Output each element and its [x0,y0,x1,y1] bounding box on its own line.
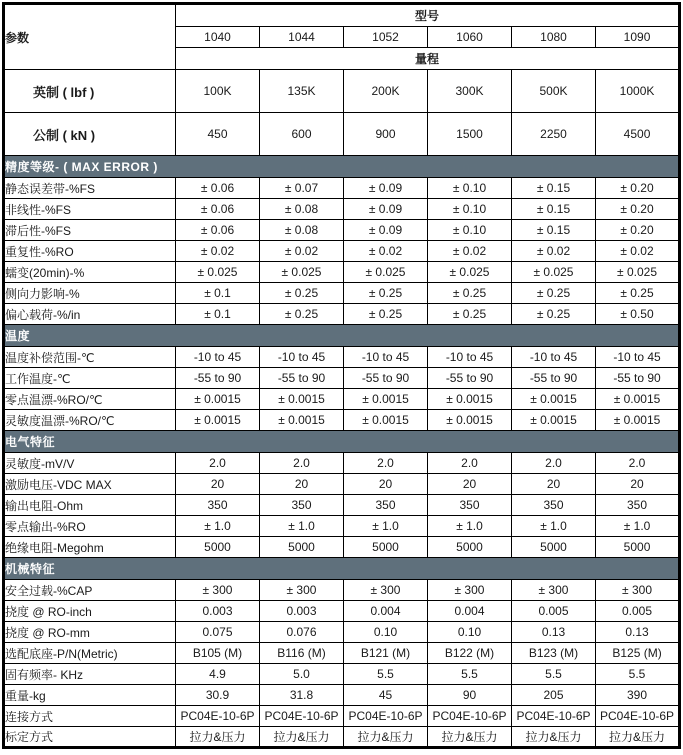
spec-row-label: 蠕变(20min)-% [4,262,176,283]
spec-row [4,537,680,558]
spec-row [4,495,680,516]
spec-value-cell: ± 1.0 [596,516,680,537]
spec-value-cell: ± 0.25 [260,283,344,304]
spec-value-cell: PC04E-10-6P [512,706,596,727]
spec-row [4,4,680,27]
spec-row [4,453,680,474]
spec-value-cell: ± 0.20 [596,178,680,199]
spec-value-cell: ± 0.06 [176,199,260,220]
spec-value-cell: 90 [428,685,512,706]
spec-value-cell: 2.0 [512,453,596,474]
range-value-cell: 900 [344,113,428,156]
spec-row [4,389,680,410]
spec-value-cell: 5.5 [512,664,596,685]
model-number-cell: 1040 [176,27,260,48]
spec-value-cell: ± 0.25 [260,304,344,325]
spec-value-cell: 350 [428,495,512,516]
spec-value-cell: 4.9 [176,664,260,685]
range-row-label: 公制 ( kN ) [4,113,176,156]
spec-value-cell: ± 1.0 [260,516,344,537]
spec-row-label: 挠度 @ RO-mm [4,622,176,643]
spec-value-cell: ± 0.08 [260,220,344,241]
spec-value-cell: ± 0.25 [344,283,428,304]
range-value-cell: 135K [260,70,344,113]
range-value-cell: 4500 [596,113,680,156]
spec-row [4,664,680,685]
spec-value-cell: -55 to 90 [260,368,344,389]
model-number-cell: 1052 [344,27,428,48]
spec-value-cell: ± 0.07 [260,178,344,199]
spec-value-cell: ± 0.15 [512,199,596,220]
spec-value-cell: ± 0.02 [596,241,680,262]
spec-value-cell: ± 0.0015 [344,389,428,410]
spec-value-cell: ± 300 [260,580,344,601]
spec-value-cell: ± 0.0015 [428,389,512,410]
spec-row-label: 连接方式 [4,706,176,727]
spec-value-cell: ± 0.15 [512,178,596,199]
spec-value-cell: ± 0.02 [428,241,512,262]
spec-value-cell: -10 to 45 [260,347,344,368]
spec-row-label: 激励电压-VDC MAX [4,474,176,495]
spec-value-cell: 0.003 [260,601,344,622]
spec-row [4,262,680,283]
range-value-cell: 500K [512,70,596,113]
model-group-header: 型号 [176,4,680,27]
spec-row-label: 绝缘电阻-Megohm [4,537,176,558]
spec-value-cell: 5000 [176,537,260,558]
spec-value-cell: ± 0.025 [260,262,344,283]
spec-row [4,580,680,601]
spec-row [4,558,680,580]
spec-value-cell: 31.8 [260,685,344,706]
spec-value-cell: -55 to 90 [512,368,596,389]
spec-value-cell: ± 0.50 [596,304,680,325]
spec-row [4,304,680,325]
spec-value-cell: 5.0 [260,664,344,685]
spec-value-cell: ± 0.08 [260,199,344,220]
spec-value-cell: 拉力&压力 [428,727,512,748]
spec-value-cell: ± 0.02 [260,241,344,262]
spec-value-cell: 30.9 [176,685,260,706]
spec-value-cell: 350 [176,495,260,516]
spec-row [4,368,680,389]
spec-value-cell: B105 (M) [176,643,260,664]
spec-value-cell: ± 0.025 [428,262,512,283]
spec-value-cell: ± 0.10 [428,178,512,199]
spec-value-cell: ± 0.1 [176,304,260,325]
spec-row-label: 零点输出-%RO [4,516,176,537]
spec-row-label: 重复性-%RO [4,241,176,262]
spec-value-cell: ± 0.09 [344,220,428,241]
spec-value-cell: ± 0.10 [428,220,512,241]
spec-value-cell: PC04E-10-6P [428,706,512,727]
spec-value-cell: ± 0.0015 [176,389,260,410]
spec-value-cell: ± 0.0015 [344,410,428,431]
spec-row-label: 静态误差带-%FS [4,178,176,199]
spec-value-cell: 0.13 [512,622,596,643]
spec-row [4,622,680,643]
spec-value-cell: 0.076 [260,622,344,643]
spec-value-cell: -55 to 90 [596,368,680,389]
spec-value-cell: -55 to 90 [344,368,428,389]
spec-row [4,727,680,748]
model-number-cell: 1080 [512,27,596,48]
spec-value-cell: -55 to 90 [176,368,260,389]
spec-value-cell: 0.004 [428,601,512,622]
spec-value-cell: -10 to 45 [428,347,512,368]
range-value-cell: 100K [176,70,260,113]
spec-value-cell: 2.0 [260,453,344,474]
spec-value-cell: ± 0.02 [176,241,260,262]
spec-row [4,220,680,241]
spec-value-cell: ± 0.25 [596,283,680,304]
spec-value-cell: ± 0.025 [596,262,680,283]
spec-row [4,643,680,664]
spec-value-cell: 0.13 [596,622,680,643]
spec-value-cell: ± 0.025 [176,262,260,283]
spec-row-label: 非线性-%FS [4,199,176,220]
spec-value-cell: -55 to 90 [428,368,512,389]
spec-value-cell: ± 0.25 [344,304,428,325]
range-value-cell: 2250 [512,113,596,156]
spec-value-cell: -10 to 45 [176,347,260,368]
model-number-cell: 1090 [596,27,680,48]
param-header-cell: 参数 [4,4,176,70]
spec-value-cell: ± 1.0 [176,516,260,537]
spec-value-cell: PC04E-10-6P [260,706,344,727]
spec-row [4,706,680,727]
range-value-cell: 600 [260,113,344,156]
spec-row [4,685,680,706]
spec-value-cell: 5000 [260,537,344,558]
spec-value-cell: ± 0.02 [512,241,596,262]
spec-value-cell: ± 0.0015 [596,410,680,431]
spec-row [4,474,680,495]
spec-value-cell: 拉力&压力 [260,727,344,748]
spec-value-cell: ± 0.25 [428,304,512,325]
spec-value-cell: 205 [512,685,596,706]
spec-value-cell: ± 1.0 [512,516,596,537]
spec-value-cell: 350 [596,495,680,516]
spec-row [4,325,680,347]
spec-value-cell: ± 1.0 [428,516,512,537]
spec-value-cell: 2.0 [176,453,260,474]
spec-row-label: 工作温度-℃ [4,368,176,389]
spec-value-cell: ± 0.025 [344,262,428,283]
load-cell-spec-table [2,2,681,749]
spec-value-cell: 拉力&压力 [512,727,596,748]
spec-value-cell: -10 to 45 [344,347,428,368]
spec-value-cell: ± 0.15 [512,220,596,241]
spec-row-label: 侧向力影响-% [4,283,176,304]
spec-row [4,178,680,199]
spec-value-cell: ± 300 [512,580,596,601]
spec-value-cell: 5000 [596,537,680,558]
spec-row-label: 挠度 @ RO-inch [4,601,176,622]
range-group-header: 量程 [176,48,680,70]
range-value-cell: 300K [428,70,512,113]
spec-value-cell: 350 [344,495,428,516]
spec-row [4,431,680,453]
spec-row-label: 输出电阻-Ohm [4,495,176,516]
spec-value-cell: 20 [596,474,680,495]
spec-row-label: 偏心载荷-%/in [4,304,176,325]
spec-value-cell: 5.5 [344,664,428,685]
model-number-cell: 1044 [260,27,344,48]
spec-value-cell: 0.005 [512,601,596,622]
spec-value-cell: ± 0.0015 [176,410,260,431]
spec-value-cell: ± 0.02 [344,241,428,262]
section-header-band: 精度等级- ( MAX ERROR ) [4,156,680,178]
spec-value-cell: ± 0.0015 [596,389,680,410]
spec-row-label: 灵敏度温漂-%RO/℃ [4,410,176,431]
spec-row [4,516,680,537]
spec-value-cell: ± 0.0015 [260,410,344,431]
spec-value-cell: ± 0.0015 [512,410,596,431]
spec-value-cell: ± 300 [344,580,428,601]
spec-value-cell: 拉力&压力 [344,727,428,748]
spec-value-cell: -10 to 45 [596,347,680,368]
spec-row-label: 重量-kg [4,685,176,706]
spec-value-cell: ± 0.25 [512,283,596,304]
spec-value-cell: 5000 [344,537,428,558]
spec-row [4,410,680,431]
spec-value-cell: 拉力&压力 [176,727,260,748]
spec-value-cell: ± 0.09 [344,178,428,199]
range-value-cell: 200K [344,70,428,113]
range-value-cell: 450 [176,113,260,156]
spec-value-cell: 0.10 [344,622,428,643]
spec-row-label: 灵敏度-mV/V [4,453,176,474]
spec-value-cell: 0.003 [176,601,260,622]
spec-value-cell: ± 300 [176,580,260,601]
spec-value-cell: PC04E-10-6P [176,706,260,727]
spec-value-cell: 5000 [512,537,596,558]
spec-row [4,199,680,220]
range-row-label: 英制 ( lbf ) [4,70,176,113]
spec-value-cell: 2.0 [428,453,512,474]
spec-value-cell: ± 300 [596,580,680,601]
spec-value-cell: 20 [428,474,512,495]
spec-row-label: 安全过载-%CAP [4,580,176,601]
spec-row-label: 滞后性-%FS [4,220,176,241]
spec-value-cell: 0.075 [176,622,260,643]
section-header-band: 电气特征 [4,431,680,453]
spec-value-cell: 0.004 [344,601,428,622]
spec-value-cell: ± 0.1 [176,283,260,304]
spec-value-cell: ± 0.0015 [260,389,344,410]
spec-value-cell: 5.5 [428,664,512,685]
spec-row-label: 零点温漂-%RO/℃ [4,389,176,410]
spec-value-cell: 20 [512,474,596,495]
spec-value-cell: ± 0.25 [512,304,596,325]
spec-value-cell: B123 (M) [512,643,596,664]
spec-value-cell: ± 0.0015 [512,389,596,410]
spec-value-cell: 20 [260,474,344,495]
spec-value-cell: 350 [512,495,596,516]
spec-value-cell: 45 [344,685,428,706]
spec-value-cell: ± 0.09 [344,199,428,220]
spec-value-cell: B122 (M) [428,643,512,664]
spec-value-cell: -10 to 45 [512,347,596,368]
spec-value-cell: 390 [596,685,680,706]
spec-row-label: 固有频率- KHz [4,664,176,685]
spec-value-cell: 2.0 [344,453,428,474]
spec-value-cell: 20 [344,474,428,495]
spec-row [4,156,680,178]
spec-table-body [4,4,680,748]
spec-value-cell: 拉力&压力 [596,727,680,748]
spec-value-cell: B116 (M) [260,643,344,664]
spec-value-cell: ± 0.25 [428,283,512,304]
spec-value-cell: ± 0.06 [176,220,260,241]
spec-value-cell: ± 0.20 [596,199,680,220]
spec-row-label: 温度补偿范围-℃ [4,347,176,368]
spec-value-cell: ± 0.06 [176,178,260,199]
spec-value-cell: 2.0 [596,453,680,474]
range-value-cell: 1000K [596,70,680,113]
spec-row [4,113,680,156]
spec-row [4,347,680,368]
spec-value-cell: 5.5 [596,664,680,685]
spec-value-cell: ± 0.20 [596,220,680,241]
spec-value-cell: 20 [176,474,260,495]
spec-value-cell: 0.005 [596,601,680,622]
spec-row [4,601,680,622]
spec-value-cell: PC04E-10-6P [344,706,428,727]
spec-value-cell: 350 [260,495,344,516]
spec-row [4,70,680,113]
spec-value-cell: B121 (M) [344,643,428,664]
spec-value-cell: ± 300 [428,580,512,601]
spec-row-label: 选配底座-P/N(Metric) [4,643,176,664]
section-header-band: 温度 [4,325,680,347]
spec-value-cell: 0.10 [428,622,512,643]
spec-row-label: 标定方式 [4,727,176,748]
spec-row [4,283,680,304]
spec-value-cell: 5000 [428,537,512,558]
spec-row [4,241,680,262]
range-value-cell: 1500 [428,113,512,156]
spec-value-cell: ± 0.10 [428,199,512,220]
model-number-cell: 1060 [428,27,512,48]
spec-value-cell: ± 0.025 [512,262,596,283]
spec-value-cell: ± 1.0 [344,516,428,537]
spec-value-cell: ± 0.0015 [428,410,512,431]
spec-value-cell: B125 (M) [596,643,680,664]
section-header-band: 机械特征 [4,558,680,580]
spec-value-cell: PC04E-10-6P [596,706,680,727]
